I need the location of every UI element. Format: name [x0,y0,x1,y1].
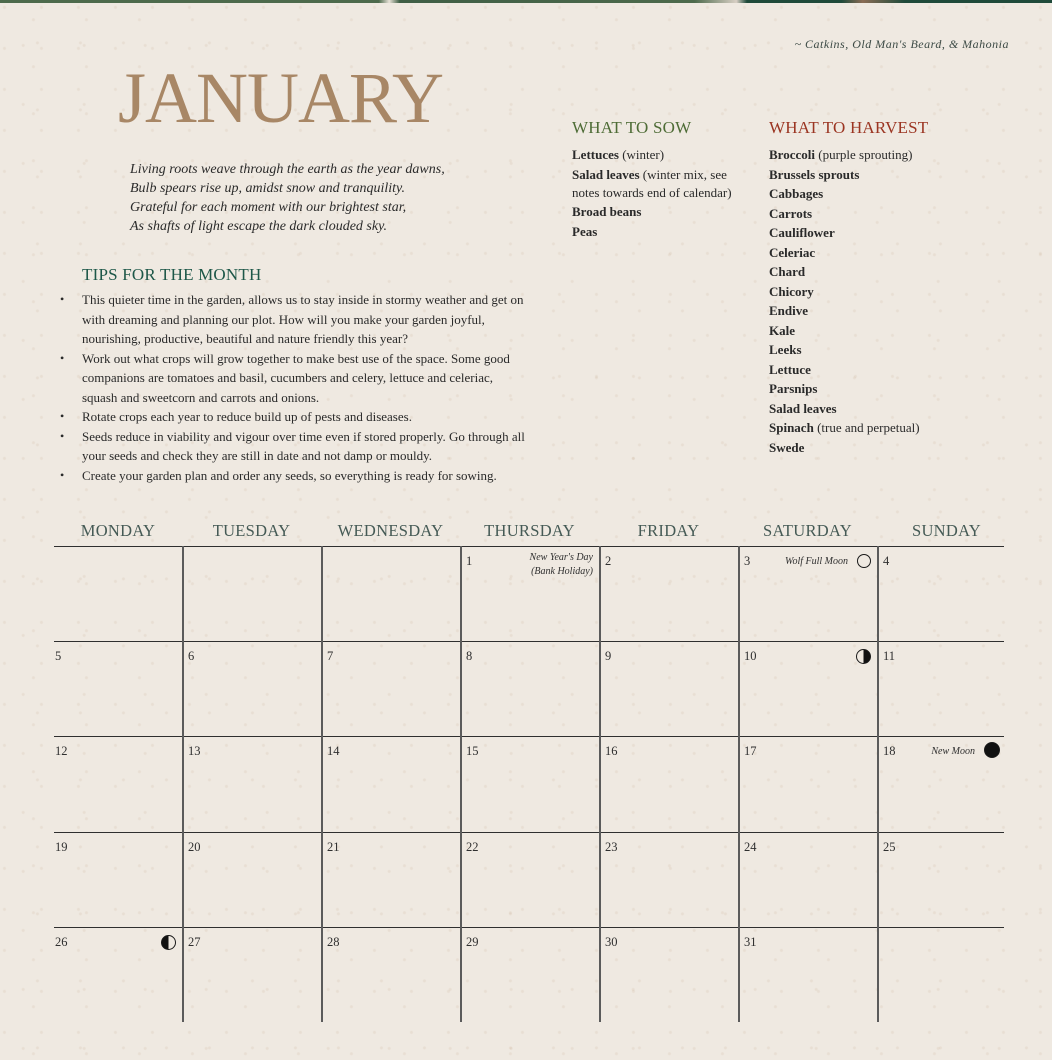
day-cell[interactable] [54,641,182,736]
day-number: 17 [744,744,757,758]
bullet-icon: • [60,350,65,365]
first-quarter-moon-icon [856,649,871,664]
day-number: 23 [605,840,618,854]
day-cell[interactable] [182,832,321,927]
harvest-item [769,302,969,320]
day-cell[interactable] [877,927,1004,1022]
day-number: 3 [744,554,751,568]
day-number: 18 [883,744,896,758]
day-cell[interactable] [321,546,460,641]
harvest-item [769,419,969,437]
day-number: 28 [327,935,340,949]
day-number: 7 [327,649,334,663]
day-number: 30 [605,935,618,949]
tip-text: Seeds reduce in viability and vigour over time even if stored properly. Go through all your seeds and check they are still in date and not damp or mouldy. [82,428,525,463]
crop-name: Swede [769,439,805,455]
day-number: 31 [744,935,757,949]
day-number: 27 [188,935,201,949]
crop-note: (winter mix, see notes towards end of calendar) [572,166,732,200]
day-cell[interactable] [54,546,182,641]
harvest-item [769,322,969,340]
day-number: 24 [744,840,757,854]
sow-title: WHAT TO SOW [572,118,692,137]
day-cell[interactable] [738,927,877,1022]
sow-item [572,223,757,241]
day-number: 12 [55,744,68,758]
tip-item [60,427,530,466]
day-cell[interactable] [738,736,877,832]
weekday-saturday: SATURDAY [763,521,852,540]
day-number: 9 [605,649,612,663]
crop-name: Brussels sprouts [769,166,860,182]
tip-item [60,290,530,349]
day-number: 21 [327,840,340,854]
day-cell[interactable] [877,641,1004,736]
crop-name: Leeks [769,342,802,357]
day-number: 1 [466,554,473,568]
poem [130,160,530,236]
crop-name: Chicory [769,283,814,299]
day-cell[interactable] [877,832,1004,927]
tip-text: Work out what crops will grow together to make best use of the space. Some good companions are tomatoes and basil, cucumbers and celery, lettuce and celeriac, squash and sweetcorn and carrots and onions. [82,350,510,405]
harvest-item [769,263,969,281]
weekday-header [54,521,1004,543]
what-to-harvest-section [769,118,969,458]
tip-item [60,349,530,408]
day-cell[interactable] [54,927,182,1022]
tips-title: TIPS FOR THE MONTH [82,265,262,284]
day-number: 25 [883,840,896,854]
crop-name: Broad beans [572,204,642,219]
crop-name: Carrots [769,205,813,221]
weekday-tuesday: TUESDAY [212,521,291,540]
day-cell[interactable] [182,546,321,641]
poem-line: Living roots weave through the earth as the year dawns, [130,162,445,177]
day-cell[interactable] [599,927,738,1022]
crop-name: Endive [769,303,809,318]
last-quarter-moon-icon [161,935,176,950]
day-cell[interactable] [321,927,460,1022]
day-cell[interactable] [54,832,182,927]
harvest-item [769,146,969,164]
day-cell[interactable] [182,641,321,736]
month-title: JANUARY [118,58,444,138]
day-cell[interactable] [321,641,460,736]
day-number: 15 [466,744,479,758]
harvest-item [769,224,969,242]
day-cell[interactable] [738,832,877,927]
plants-caption: ~ Catkins, Old Man's Beard, & Mahonia [794,37,1009,51]
day-cell[interactable] [460,546,599,641]
crop-name: Celeriac [769,244,816,260]
day-number: 11 [883,649,896,663]
day-cell[interactable] [599,832,738,927]
day-cell[interactable] [599,546,738,641]
event-new-moon: New Moon [931,746,975,757]
day-number: 2 [605,554,612,568]
tip-text: This quieter time in the garden, allows us to stay inside in stormy weather and get on with dreaming and planning our plot. How will you make your garden joyful, nourishing, productive, beautiful and nature friendly this year? [82,292,524,346]
harvest-item [769,205,969,223]
day-cell[interactable] [599,641,738,736]
harvest-title: WHAT TO HARVEST [769,118,929,137]
event-wolf-full-moon: Wolf Full Moon [785,556,848,567]
bullet-icon: • [60,428,65,443]
decorative-top-border [0,0,1052,3]
day-cell[interactable] [460,832,599,927]
crop-name: Lettuces [572,147,619,162]
full-moon-icon [857,554,871,568]
crop-name: Salad leaves [572,166,640,182]
harvest-item [769,166,969,184]
sow-item [572,146,757,164]
day-cell[interactable] [54,736,182,832]
harvest-item [769,244,969,262]
day-cell[interactable] [738,641,877,736]
day-cell[interactable] [460,927,599,1022]
weekday-thursday: THURSDAY [484,521,575,540]
weekday-monday: MONDAY [80,521,156,540]
weekday-sunday: SUNDAY [911,521,982,540]
crop-note: (purple sprouting) [814,147,913,162]
crop-note: (winter) [618,147,665,162]
tip-text: Create your garden plan and order any seeds, so everything is ready for sowing. [82,467,497,483]
day-number: 19 [55,840,68,854]
bullet-icon: • [60,409,65,423]
event-new-years-day [530,551,593,579]
poem-line: Grateful for each moment with our brightest star, [130,200,407,215]
day-number: 13 [188,744,201,758]
day-number: 16 [605,744,618,758]
harvest-item [769,185,969,203]
harvest-item [769,283,969,301]
crop-name: Salad leaves [769,400,837,416]
sow-item [572,203,757,221]
crop-name: Spinach [769,420,814,435]
bullet-icon: • [60,292,65,306]
new-moon-icon [984,742,1000,758]
day-number: 14 [327,744,340,758]
what-to-sow-section [572,118,757,242]
day-cell[interactable] [321,736,460,832]
day-number: 4 [883,554,890,568]
tips-list [60,290,530,485]
day-number: 5 [55,649,62,663]
weekday-friday: FRIDAY [637,521,700,540]
poem-line: As shafts of light escape the dark clouded sky. [130,219,388,234]
day-cell[interactable] [460,641,599,736]
weekday-wednesday: WEDNESDAY [337,521,444,540]
crop-name: Cabbages [769,186,824,201]
day-cell[interactable] [321,832,460,927]
harvest-item [769,380,969,398]
day-cell[interactable] [877,736,1004,832]
crop-name: Parsnips [769,381,818,396]
harvest-item [769,400,969,418]
crop-name: Chard [769,264,806,279]
day-number: 20 [188,840,201,854]
crop-name: Broccoli [769,147,815,162]
calendar-grid [54,546,1004,1022]
day-number: 8 [466,649,473,663]
day-number: 26 [55,935,68,949]
event-text: (Bank Holiday) [531,566,593,577]
crop-name: Peas [572,223,598,239]
day-cell[interactable] [182,927,321,1022]
day-cell[interactable] [460,736,599,832]
crop-note: (true and perpetual) [813,420,920,435]
crop-name: Lettuce [769,361,811,377]
harvest-item [769,439,969,457]
tip-item [60,466,530,486]
tip-item [60,407,530,427]
day-number: 29 [466,935,479,949]
sow-item [572,166,757,202]
day-number: 6 [188,649,195,663]
harvest-item [769,341,969,359]
crop-name: Kale [769,322,795,338]
day-cell[interactable] [877,546,1004,641]
day-number: 22 [466,840,479,854]
poem-line: Bulb spears rise up, amidst snow and tranquility. [130,181,405,196]
bullet-icon: • [60,467,65,482]
day-cell[interactable] [738,546,877,641]
tip-text: Rotate crops each year to reduce build up of pests and diseases. [82,409,412,424]
event-text: New Year's Day [529,552,593,563]
harvest-item [769,361,969,379]
day-cell[interactable] [599,736,738,832]
day-number: 10 [744,649,757,663]
crop-name: Cauliflower [769,225,835,240]
day-cell[interactable] [182,736,321,832]
